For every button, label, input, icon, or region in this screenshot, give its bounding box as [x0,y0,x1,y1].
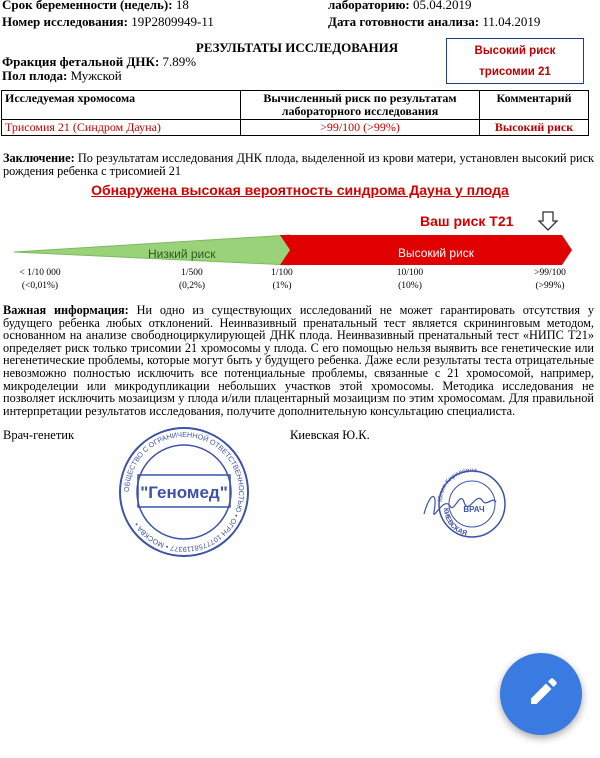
important-info [3,304,594,417]
doctor-stamp-bottom: КИЕВСКАЯ [441,507,468,538]
lab-label: лабораторию: [328,0,410,12]
table-header-chromosome: Исследуемая хромосома [2,91,241,120]
info-label: Важная информация: [3,303,129,317]
fraction-row [2,55,196,69]
table-header-risk: Вычисленный риск по результатам лабораторного исследования [241,91,480,120]
gestation-value: 18 [175,0,189,12]
high-risk-alert: Обнаружена высокая вероятность синдрома Дауна у плода [91,182,509,198]
conclusion-text: По результатам исследования ДНК плода, выделенной из крови матери, установлен высокий риск рождения ребенка с трисомией 21 [3,151,595,179]
tick-percent: (<0,01%) [21,281,59,291]
tick-label: 1/500 [181,268,203,278]
conclusion-label: Заключение: [3,151,75,165]
table-cell-risk: >99/100 (>99%) [241,120,480,136]
table-header-row [2,91,589,120]
ready-label: Дата готовности анализа: [328,14,480,29]
tick-percent: (>99%) [535,281,565,291]
doctor-stamp-middle: ВРАЧ [463,505,485,514]
down-arrow-icon [537,210,559,232]
conclusion [3,152,594,179]
lab-date-row [328,0,471,12]
study-number-row [2,15,214,29]
sex-row [2,69,122,83]
sex-value: Мужской [70,68,122,83]
risk-summary-box [446,38,584,84]
doctor-role: Врач-генетик [3,428,75,442]
results-table [1,90,589,136]
low-risk-label: Низкий риск [148,247,216,261]
risk-box-line2: трисомии 21 [479,66,551,78]
tick-label: 10/100 [396,268,424,278]
table-row [2,120,589,136]
ready-date-row [328,15,540,29]
study-value: 19P2809949-11 [131,14,214,29]
gestation-row [2,0,189,12]
study-label: Номер исследования: [2,14,129,29]
edit-button[interactable] [500,653,582,735]
fraction-label: Фракция фетальной ДНК: [2,54,160,69]
risk-box-line1: Высокий риск [474,45,556,57]
page-title: РЕЗУЛЬТАТЫ ИССЛЕДОВАНИЯ [195,40,399,55]
tick-percent: (1%) [272,281,292,291]
tick-label: 1/100 [271,268,293,278]
doctor-stamp-top: Юлия Кириловна [436,466,478,503]
handwritten-signature [424,496,496,514]
doctor-stamp [420,462,520,542]
table-cell-comment: Высокий риск [480,120,589,136]
stamp-ring-text: ОБЩЕСТВО С ОГРАНИЧЕННОЙ ОТВЕТСТВЕННОСТЬЮ • ОГРН 1077758119377 • МОСКВА • [121,429,247,555]
ready-value: 11.04.2019 [482,14,541,29]
your-risk-label: Ваш риск Т21 [420,213,514,229]
doctor-name: Киевская Ю.К. [290,428,370,442]
fraction-value: 7.89% [162,54,197,69]
table-header-comment: Комментарий [480,91,589,120]
gestation-label: Срок беременности (недель): [2,0,173,12]
company-stamp [117,425,251,559]
tick-label: < 1/10 000 [19,268,61,278]
high-risk-label: Высокий риск [398,246,475,260]
risk-scale-bar [0,231,600,269]
tick-percent: (10%) [398,281,422,291]
tick-percent: (0,2%) [178,281,206,291]
stamp-center-text: "Геномед" [140,483,228,502]
table-cell-chromosome: Трисомия 21 (Синдром Дауна) [2,120,241,136]
edit-icon [500,653,582,735]
lab-value: 05.04.2019 [412,0,472,12]
info-text: Ни одно из существующих исследований не может гарантировать отсутствия у будущего ребенка любых отклонений. Неинвазивный пренатальный тест является скрининговым методом, основанном на анализе свободноциркулирующей ДНК плода. Неинвазивный пренатальный тест «НИПС Т21» определяет риск только трисомии 21 хромосомы у плода. С его помощью нельзя выявить все генетические или негенетические проблемы, которые могут быть у будущего ребенка. Даже если результаты теста отрицательные невозможно полностью исключить все потенциальные проблемы, связанные с 21 хромосомой, например, микроделеции или микродупликации небольших участков этой хромосомы. Методика исследования не позволяет исключить мозаицизм у плода и/или плацентарный мозаицизм по этим хромосомам. Для правильной интерпретации результатов исследования, получите дополнительную консультацию специалиста. [3,303,594,418]
sex-label: Пол плода: [2,68,68,83]
tick-label: >99/100 [534,268,566,278]
